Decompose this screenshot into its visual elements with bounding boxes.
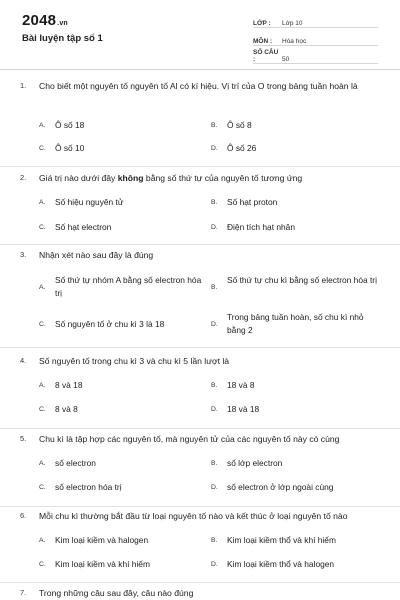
question-text: Số nguyên tố trong chu kì 3 và chu kì 5 lần lượt là [39, 356, 230, 366]
meta-value: Hóa học [282, 38, 307, 45]
meta-label: MÔN : [253, 38, 273, 45]
emphasis-text: không [117, 173, 144, 183]
header-divider [0, 69, 400, 70]
question-text: Trong những câu sau đây, câu nào đúng [39, 588, 194, 598]
question-number: 7. [20, 588, 27, 597]
question-7 [0, 587, 400, 600]
question-divider [0, 506, 400, 507]
question-number: 2. [20, 173, 27, 182]
question-number: 3. [20, 250, 27, 259]
question-text: Giá trị nào dưới đây không bằng số thứ tự của nguyên tố tương ứng [39, 173, 303, 183]
question-1: 1. Cho biết một nguyên tố nguyên tố Al có kí hiệu. Vị trí của O trong bảng tuần hoàn là A. Ô số 18 B. Ô số 8 C. Ô số 10 D. Ô số 26 [0, 80, 400, 170]
meta-label: LỚP : [253, 20, 271, 27]
question-6: 6. Mỗi chu kì thường bắt đầu từ loại nguyên tố nào và kết thúc ở loại nguyên tố nào A. Kim loại kiềm và halogen B. Kim loại kiềm thổ và khí hiếm C. Kim loại kiềm và khí hiếm D. Kim loại kiềm thổ và halogen [0, 510, 400, 586]
meta-class-row [253, 12, 378, 28]
question-divider [0, 347, 400, 348]
question-text: Chu kì là tập hợp các nguyên tố, mà nguyên tử của các nguyên tố này có cùng [39, 434, 340, 444]
question-number: 4. [20, 356, 27, 365]
question-text: Cho biết một nguyên tố nguyên tố Al có kí hiệu. Vị trí của O trong bảng tuần hoàn là [39, 81, 358, 91]
meta-value: Lớp 10 [282, 20, 303, 27]
meta-label: SỐ CÂU : [253, 49, 279, 63]
meta-subject-row [253, 30, 378, 46]
worksheet-header [0, 0, 400, 70]
meta-count-row [253, 48, 378, 64]
question-text: Mỗi chu kì thường bắt đầu từ loại nguyên tố nào và kết thúc ở loại nguyên tố nào [39, 511, 348, 521]
meta-value: 50 [282, 56, 290, 63]
question-3: 3. Nhận xét nào sau đây là đúng A. Số thứ tự nhóm A bằng số electron hóa trị B. Số thứ tự chu kì bằng số electron hóa trị C. Số nguyên tố ở chu kì 3 là 18 D. Trong bảng tuần hoàn, số chu kì nhỏ bằng 2 [0, 249, 400, 353]
question-divider [0, 582, 400, 583]
question-text: Nhận xét nào sau đây là đúng [39, 250, 154, 260]
worksheet-meta [253, 12, 378, 66]
question-number: 1. [20, 81, 27, 90]
site-logo[interactable]: 2048.vn [22, 12, 68, 29]
question-4: 4. Số nguyên tố trong chu kì 3 và chu kì 5 lần lượt là A. 8 và 18 B. 18 và 8 C. 8 và 8 D. 18 và 18 [0, 355, 400, 432]
question-number: 6. [20, 511, 27, 520]
question-number: 5. [20, 434, 27, 443]
question-divider [0, 166, 400, 167]
question-5: 5. Chu kì là tập hợp các nguyên tố, mà nguyên tử của các nguyên tố này có cùng A. số electron B. số lớp electron C. số electron hóa trị D. số electron ở lớp ngoài cùng [0, 433, 400, 510]
worksheet-title: Bài luyện tập số 1 [22, 33, 103, 44]
question-divider [0, 244, 400, 245]
question-divider [0, 428, 400, 429]
question-2: 2. Giá trị nào dưới đây không bằng số thứ tự của nguyên tố tương ứng A. Số hiệu nguyên tử B. Số hạt proton C. Số hạt electron D. Điện tích hạt nhân [0, 172, 400, 248]
